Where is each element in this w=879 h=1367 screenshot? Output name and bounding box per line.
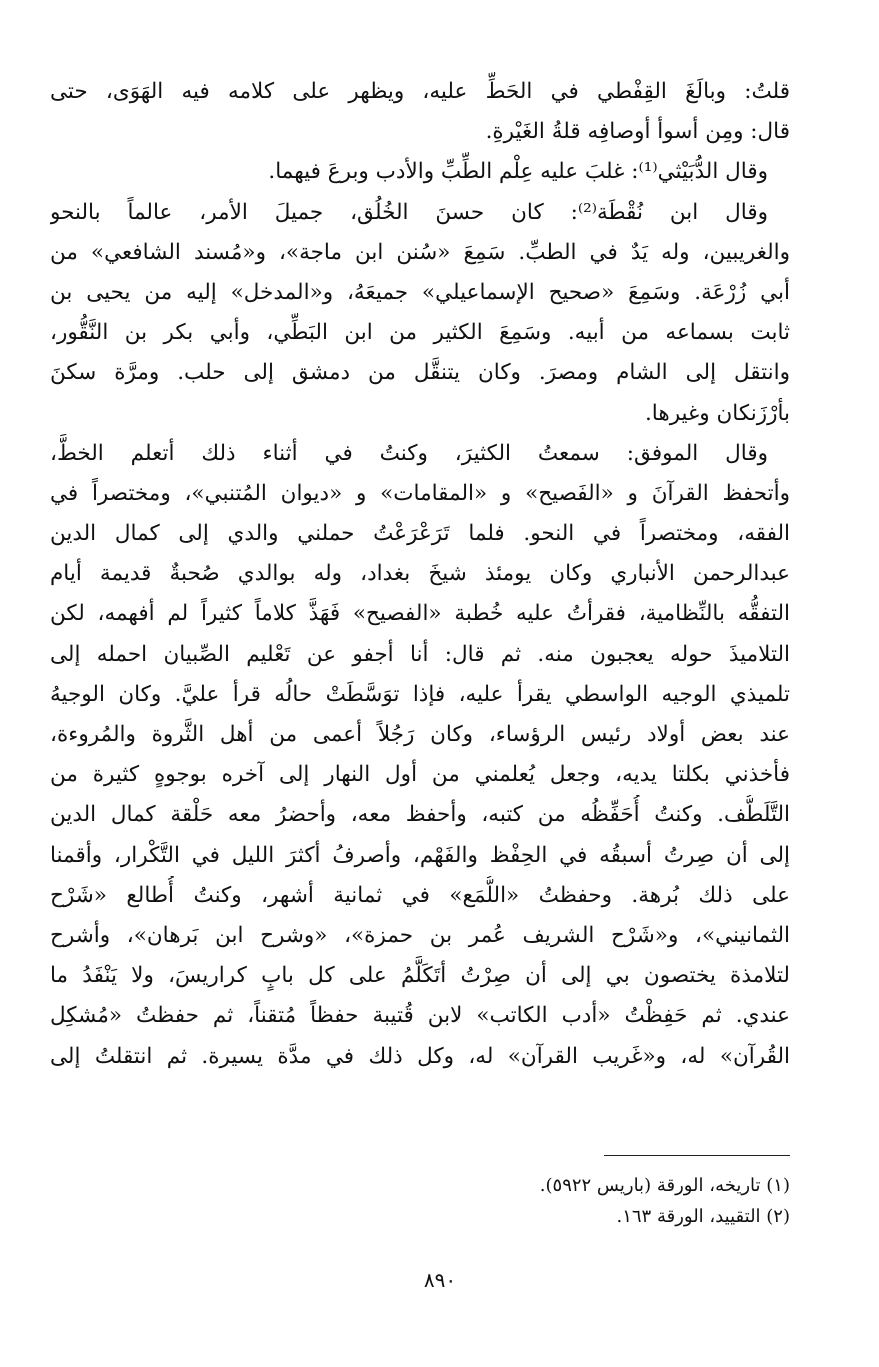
text-line: الثمانيني»، و«شَرْح الشريف عُمر بن حمزة»، «وشرح ابن بَرهان»، وأشرح: [50, 922, 790, 948]
text-line: ثابت بسماعه من أبيه. وسَمِعَ الكثير من ابن البَطِّي، وأبي بكر بن النَّقُّور،: [50, 320, 790, 346]
text-line: عندي. ثم حَفِظْتُ «أدب الكاتب» لابن قُتيبة حفظاً مُتقناً، ثم حفظتُ «مُشكِل: [50, 1003, 790, 1029]
text-line: إلى أن صِرتُ أسبقُه في الحِفْظ والفَهْم، وأصرفُ أكثرَ الليل في التَّكْرار، وأقمنا: [50, 842, 790, 868]
page-number: ٨٩٠: [423, 1268, 457, 1292]
text-line: والغريبين، وله يَدٌ في الطبِّ. سَمِعَ «سُنن ابن ماجة»، و«مُسند الشافعي» من: [50, 239, 790, 265]
text-line: على ذلك بُرهة. وحفظتُ «اللُّمَع» في ثمانية أشهر، وكنتُ أُطالع «شَرْح: [50, 882, 790, 908]
text-line: التفقُّه بالنِّظامية، فقرأتُ عليه خُطبة «الفصيح» فَهَذَّ كلاماً كثيراً لم أفهمه، لكن: [50, 601, 790, 627]
main-text-block: [50, 72, 790, 1077]
footnote-item: (٢) التقييد، الورقة ١٦٣.: [616, 1206, 790, 1227]
text-line: القُرآن» له، و«غَريب القرآن» له، وكل ذلك في مدَّة يسيرة. ثم انتقلتُ إلى: [50, 1043, 790, 1069]
text-line: وانتقل إلى الشام ومصرَ. وكان يتنقَّل من دمشق إلى حلب. ومرَّة سكنَ: [50, 360, 790, 386]
text-line: عند بعض أولاد رئيس الرؤساء، وكان رَجُلاً أعمى من أهل الثَّروة والمُروءة،: [50, 722, 790, 747]
text-line: التلاميذَ حوله يعجبون منه. ثم قال: أنا أجفو عن تَعْليم الصِّبيان احمله إلى: [50, 641, 790, 667]
footnote-item: (١) تاريخه، الورقة (باريس ٥٩٢٢).: [539, 1175, 790, 1196]
text-line: لتلامذة يختصون بي إلى أن صِرْتُ أتَكَلَّمُ على كل بابٍ كراريسَ، ولا يَنْفَدُ ما: [50, 963, 790, 989]
text-line: قال: ومِن أسوأ أوصافِه قلةُ الغَيْرةِ.: [485, 119, 790, 145]
text-line: فأخذني بكلتا يديه، وجعل يُعلمني من أول النهار إلى آخره بوجوهٍ كثيرة من: [50, 762, 790, 788]
text-line: وقال الدُّبَيْثي⁽¹⁾: غلبَ عليه عِلْم الطِّبِّ والأدب وبرعَ فيهما.: [268, 159, 768, 185]
text-line: وقال الموفق: سمعتُ الكثيرَ، وكنتُ في أثناء ذلك أتعلم الخطَّ،: [50, 440, 768, 466]
text-line: تلميذي الوجيه الواسطي يقرأ عليه، فإذا توَسَّطَتْ حالُه قرأ عليَّ. وكان الوجيهُ: [50, 681, 790, 707]
text-line: أبي زُرْعَة. وسَمِعَ «صحيح الإسماعيلي» جميعَهُ، و«المدخل» إليه من يحيى بن: [50, 279, 790, 305]
text-line: وقال ابن نُقْطَة⁽²⁾: كان حسنَ الخُلُق، جميلَ الأمر، عالماً بالنحو: [50, 199, 768, 225]
footnote-separator: [604, 1155, 790, 1156]
text-line: التَّلَطُّف. وكنتُ أُحَفِّظُه من كتبه، وأحفظ معه، وأحضرُ معه حَلْقة كمال الدين: [50, 802, 790, 828]
text-line: قلتُ: وبالَغَ القِفْطي في الحَطِّ عليه، ويظهر على كلامه فيه الهَوَى، حتى: [50, 79, 790, 104]
text-line: الفقه، ومختصراً في النحو. فلما تَرَعْرَعْتُ حملني والدي إلى كمال الدين: [50, 521, 790, 547]
text-line: بأرْزَنكان وغيرها.: [644, 400, 790, 426]
text-line: وأتحفظ القرآنَ و «الفَصيح» و «المقامات» و «ديوان المُتنبي»، ومختصراً في: [50, 480, 790, 506]
text-line: عبدالرحمن الأنباري وكان يومئذ شيخَ بغداد، وله بوالدي صُحبةٌ قديمة أيام: [50, 561, 790, 587]
footnotes-block: [420, 1170, 790, 1232]
